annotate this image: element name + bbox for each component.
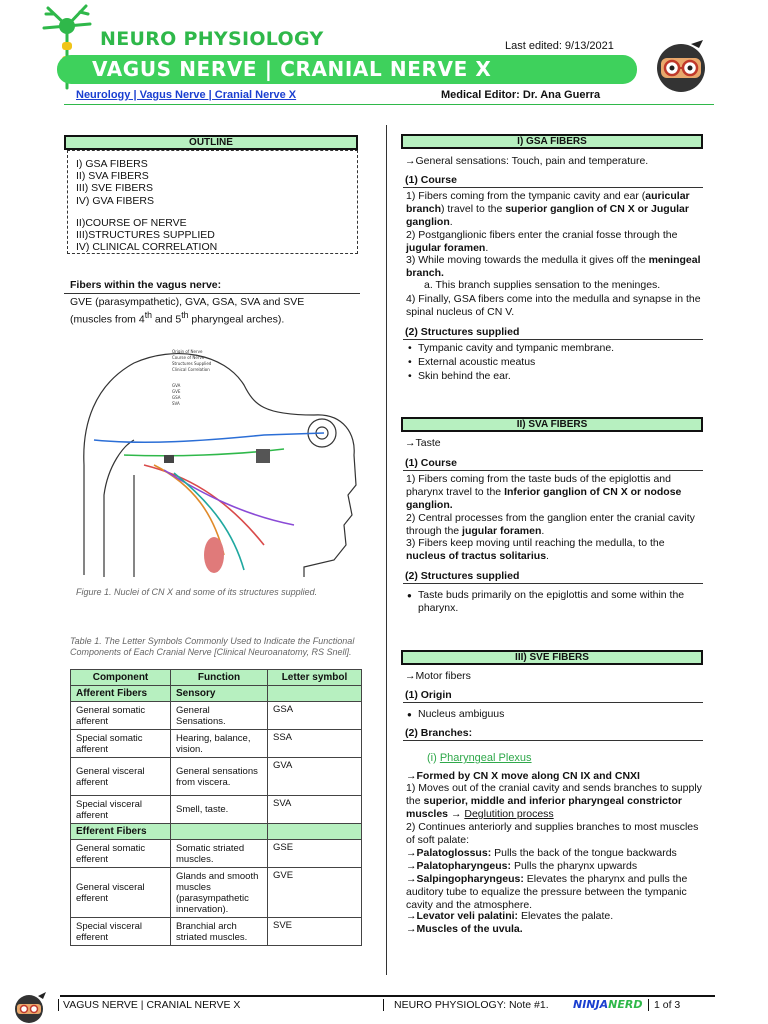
- group-label: Afferent Fibers: [71, 686, 171, 702]
- sve-branches-heading: (2) Branches:: [405, 727, 473, 739]
- gsa-course-3: 3) While moving towards the medulla it gives off the meningeal branch.: [406, 254, 701, 279]
- outline-item[interactable]: IV) GVA FIBERS: [76, 194, 154, 207]
- sva-course-1: 1) Fibers coming from the taste buds of the epiglottis and pharynx travel to the Inferior ganglion of CN X or nodose ganglion.: [406, 473, 682, 511]
- table-row: Special visceral afferent Smell, taste. SVA: [71, 796, 362, 824]
- group-sublabel: Sensory: [171, 686, 268, 702]
- svg-text:SVA: SVA: [172, 401, 180, 406]
- sve-origin-item: ● Nucleus ambiguus: [418, 708, 504, 721]
- page-number: 1 of 3: [648, 999, 680, 1011]
- sva-structures-heading: (2) Structures supplied: [405, 570, 520, 582]
- sva-heading: II) SVA FIBERS: [401, 417, 703, 432]
- footer-divider: [60, 995, 715, 997]
- table-row: Special somatic afferent Hearing, balance, vision. SSA: [71, 730, 362, 758]
- muscle-palatopharyngeus: →Palatopharyngeus: Pulls the pharynx upwards: [406, 860, 638, 872]
- table-header-row: [71, 670, 362, 686]
- table-row: General somatic efferent Somatic striated muscles. GSE: [71, 840, 362, 868]
- sve-intro: →Motor fibers: [405, 670, 471, 682]
- sva-structure-item: ● Taste buds primarily on the epiglottis and some within the pharynx.: [418, 589, 703, 615]
- muscle-levator-veli-palatini: →Levator veli palatini: Elevates the palate.: [406, 910, 614, 922]
- breadcrumb-link[interactable]: Neurology | Vagus Nerve | Cranial Nerve X: [76, 89, 297, 101]
- table-row: General visceral efferent Glands and smooth muscles (parasympathetic innervation). GVE: [71, 868, 362, 918]
- outline-box: [67, 150, 358, 254]
- outline-item[interactable]: IV) CLINICAL CORRELATION: [76, 241, 218, 254]
- muscles-of-uvula: →Muscles of the uvula.: [406, 923, 523, 935]
- muscle-salpingopharyngeus: →Salpingopharyngeus: Elevates the pharynx and pulls the auditory tube to equalize the pressure between the tympanic cavity and the atmosphere.: [406, 873, 688, 911]
- ninja-nerd-footer-icon: [10, 990, 48, 1024]
- outline-item[interactable]: II) SVA FIBERS: [76, 170, 149, 183]
- column-header: Function: [171, 670, 268, 686]
- column-header: Component: [71, 670, 171, 686]
- vagus-nerve-figure: [64, 345, 376, 577]
- sva-course-3: 3) Fibers keep moving until reaching the medulla, to the nucleus of tractus solitarius.: [406, 537, 665, 562]
- gsa-structure-item: • Tympanic cavity and tympanic membrane.: [418, 342, 614, 355]
- gsa-structures-heading: (2) Structures supplied: [405, 326, 520, 338]
- table-group-row: [71, 686, 362, 702]
- sva-course-2: 2) Central processes from the ganglion enter the cranial cavity through the jugular foramen.: [406, 512, 695, 537]
- svg-text:Structures Supplied: Structures Supplied: [172, 361, 212, 366]
- outline-item[interactable]: III) SVE FIBERS: [76, 182, 154, 195]
- sve-branch-1: 1) Moves out of the cranial cavity and sends branches to supply the superior, middle and inferior pharyngeal constrictor muscles → Deglutition process: [406, 782, 702, 820]
- header-divider: [64, 104, 714, 105]
- svg-text:GVE: GVE: [172, 389, 181, 394]
- gsa-course-heading: (1) Course: [405, 174, 457, 186]
- footer-note: NEURO PHYSIOLOGY: Note #1.: [383, 999, 549, 1011]
- gsa-course-2: 2) Postganglionic fibers enter the cranial fosse through the jugular foramen.: [406, 229, 678, 254]
- gsa-course-3a: a. This branch supplies sensation to the meninges.: [424, 279, 661, 291]
- outline-item[interactable]: I) GSA FIBERS: [76, 158, 148, 170]
- page-title: VAGUS NERVE | CRANIAL NERVE X: [92, 57, 492, 81]
- outline-heading: OUTLINE: [64, 135, 358, 150]
- svg-text:Course of Nerve: Course of Nerve: [172, 355, 205, 360]
- sve-heading: III) SVE FIBERS: [401, 650, 703, 665]
- table-row: General visceral afferent General sensations from viscera. GVA: [71, 758, 362, 796]
- sve-formed: →Formed by CN X move along CN IX and CNXI: [406, 770, 640, 782]
- gsa-course-4: 4) Finally, GSA fibers come into the medulla and synapse in the spinal nucleus of CN V.: [406, 293, 701, 318]
- last-edited: Last edited: 9/13/2021: [505, 40, 614, 52]
- medical-editor: Medical Editor: Dr. Ana Guerra: [441, 89, 601, 101]
- table-row: Special visceral efferent Branchial arch striated muscles. SVE: [71, 918, 362, 946]
- sve-branch-2: 2) Continues anteriorly and supplies branches to most muscles of soft palate:: [406, 821, 699, 846]
- gsa-heading: I) GSA FIBERS: [401, 134, 703, 149]
- svg-text:GSA: GSA: [172, 395, 181, 400]
- gsa-course-1: 1) Fibers coming from the tympanic cavity and ear (auricular branch) travel to the superior ganglion of CN X or Jugular ganglion.: [406, 190, 690, 228]
- outline-item[interactable]: III)STRUCTURES SUPPLIED: [76, 229, 215, 242]
- outline-item[interactable]: II)COURSE OF NERVE: [76, 216, 187, 229]
- group-label: Efferent Fibers: [71, 824, 171, 840]
- column-header: Letter symbol: [268, 670, 362, 686]
- letter-symbol-table: [70, 669, 362, 946]
- subject-title: NEURO PHYSIOLOGY: [100, 28, 324, 50]
- figure-caption: Figure 1. Nuclei of CN X and some of its structures supplied.: [76, 587, 318, 597]
- svg-text:Clinical Correlation: Clinical Correlation: [172, 367, 210, 372]
- gsa-structure-item: • External acoustic meatus: [418, 356, 535, 369]
- gsa-intro: →General sensations: Touch, pain and temperature.: [405, 155, 649, 167]
- sva-course-heading: (1) Course: [405, 457, 457, 469]
- pharyngeal-plexus-link[interactable]: (i) Pharyngeal Plexus: [427, 752, 532, 764]
- table-caption: Table 1. The Letter Symbols Commonly Used to Indicate the Functional Components of Each Cranial Nerve [Clinical Neuroanatomy, RS Snell].: [70, 636, 355, 657]
- footer-title: VAGUS NERVE | CRANIAL NERVE X: [58, 999, 240, 1011]
- fibers-heading: Fibers within the vagus nerve:: [70, 279, 222, 291]
- table-row: General somatic afferent General Sensations. GSA: [71, 702, 362, 730]
- svg-text:Origin of Nerve: Origin of Nerve: [172, 349, 203, 354]
- gsa-structure-item: • Skin behind the ear.: [418, 370, 511, 383]
- table-group-row: [71, 824, 362, 840]
- fibers-rule: [64, 293, 360, 294]
- sve-origin-heading: (1) Origin: [405, 689, 452, 701]
- muscle-palatoglossus: →Palatoglossus: Pulls the back of the tongue backwards: [406, 847, 677, 859]
- column-divider: [386, 125, 387, 975]
- fibers-text: GVE (parasympathetic), GVA, GSA, SVA and SVE (muscles from 4th and 5th pharyngeal arches).: [70, 296, 305, 326]
- ninja-nerd-mascot-icon: [655, 38, 707, 96]
- ninja-nerd-logo: NINJANERD: [573, 998, 643, 1011]
- svg-text:GVA: GVA: [172, 383, 181, 388]
- sva-intro: →Taste: [405, 437, 441, 449]
